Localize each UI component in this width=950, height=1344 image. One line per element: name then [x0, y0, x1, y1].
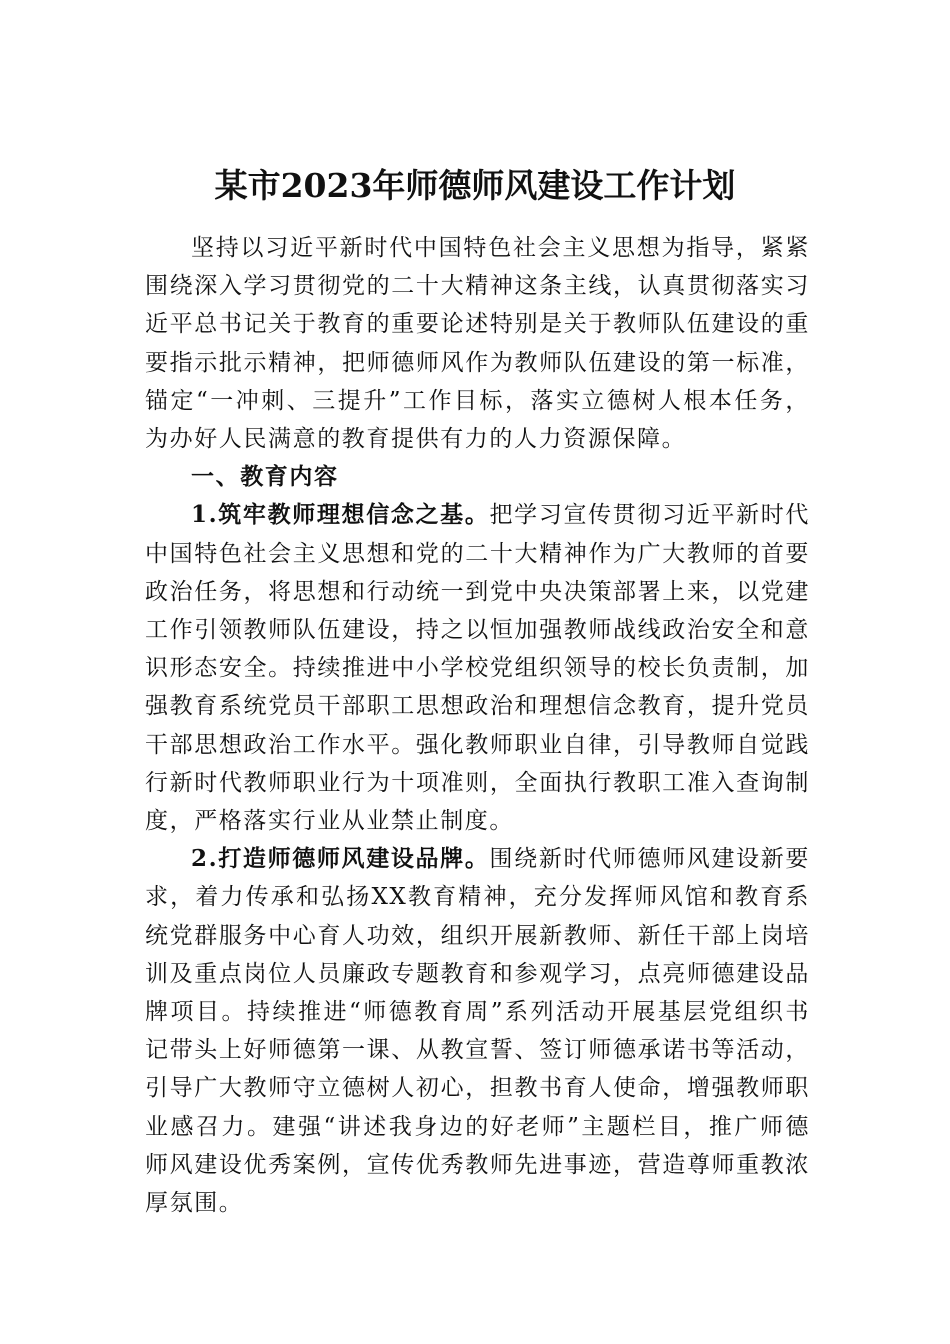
document-body: [145, 229, 810, 1222]
item-paragraph-1: [145, 496, 810, 840]
item-1-body: 把学习宣传贯彻习近平新时代中国特色社会主义思想和党的二十大精神作为广大教师的首要政治任务，将思想和行动统一到党中央决策部署上来，以党建工作引领教师队伍建设，持之以恒加强教师战线政治安全和意识形态安全。持续推进中小学校党组织领导的校长负责制，加强教育系统党员干部职工思想政治和理想信念教育，提升党员干部思想政治工作水平。强化教师职业自律，引导教师自觉践行新时代教师职业行为十项准则，全面执行教职工准入查询制度，严格落实行业从业禁止制度。: [145, 502, 810, 835]
item-2-body: 围绕新时代师德师风建设新要求，着力传承和弘扬XX教育精神，充分发挥师风馆和教育系统党群服务中心育人功效，组织开展新教师、新任干部上岗培训及重点岗位人员廉政专题教育和参观学习，点亮师德建设品牌项目。持续推进“师德教育周”系列活动开展基层党组织书记带头上好师德第一课、从教宣誓、签订师德承诺书等活动，引导广大教师守立德树人初心，担教书育人使命，增强教师职业感召力。建强“讲述我身边的好老师”主题栏目，推广师德师风建设优秀案例，宣传优秀教师先进事迹，营造尊师重教浓厚氛围。: [145, 846, 810, 1217]
item-2-lead: 2.打造师德师风建设品牌。: [191, 845, 490, 873]
document-title: 某市2023年师德师风建设工作计划: [214, 166, 736, 205]
intro-paragraph: 坚持以习近平新时代中国特色社会主义思想为指导，紧紧围绕深入学习贯彻党的二十大精神这条主线，认真贯彻落实习近平总书记关于教育的重要论述特别是关于教师队伍建设的重要指示批示精神，把师德师风作为教师队伍建设的第一标准，锚定“一冲刺、三提升”工作目标，落实立德树人根本任务，为办好人民满意的教育提供有力的人力资源保障。: [145, 235, 810, 453]
item-paragraph-2: [145, 840, 810, 1222]
section-heading-education-content: 一、教育内容: [191, 464, 339, 491]
item-1-lead: 1.筑牢教师理想信念之基。: [191, 501, 490, 529]
